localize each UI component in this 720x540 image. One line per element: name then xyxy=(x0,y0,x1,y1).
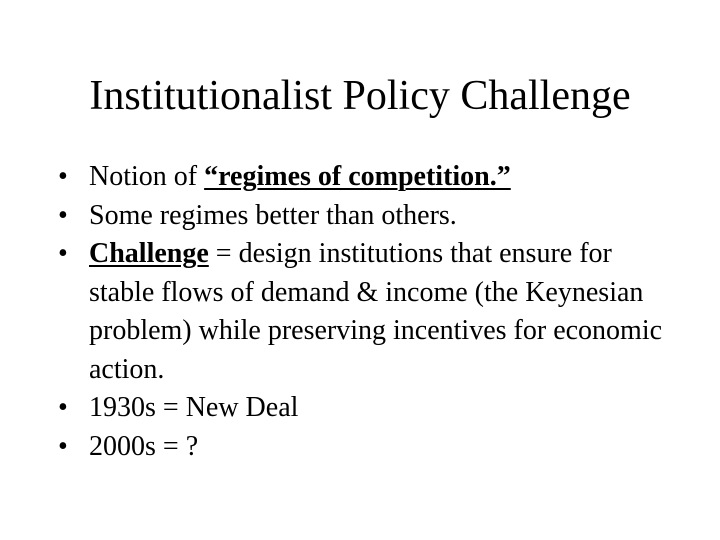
bullet-text: 2000s = ? xyxy=(89,430,199,462)
bullet-text-prefix: Notion of xyxy=(89,161,205,192)
bullet-icon: • xyxy=(58,199,68,231)
challenge-term: Challenge xyxy=(89,238,209,269)
regimes-of-competition-term: “regimes of competition.” xyxy=(204,161,511,192)
slide-title: Institutionalist Policy Challenge xyxy=(89,73,631,119)
bullet-item-2000s xyxy=(58,428,668,467)
bullet-list xyxy=(58,158,668,466)
bullet-icon: • xyxy=(58,238,68,269)
bullet-text: Some regimes better than others. xyxy=(89,199,457,231)
bullet-icon: • xyxy=(58,430,68,462)
bullet-icon: • xyxy=(58,161,68,192)
bullet-text: 1930s = New Deal xyxy=(89,392,299,423)
bullet-icon: • xyxy=(58,392,68,423)
bullet-item-1930s xyxy=(58,389,668,428)
bullet-item-regimes xyxy=(58,158,668,197)
bullet-text-suffix: = design institutions that ensure for stable flows of demand & income (the Keynesian problem) while preserving incentives for economic action. xyxy=(89,238,663,385)
bullet-item-some-regimes xyxy=(58,197,668,236)
bullet-item-challenge xyxy=(58,235,668,389)
